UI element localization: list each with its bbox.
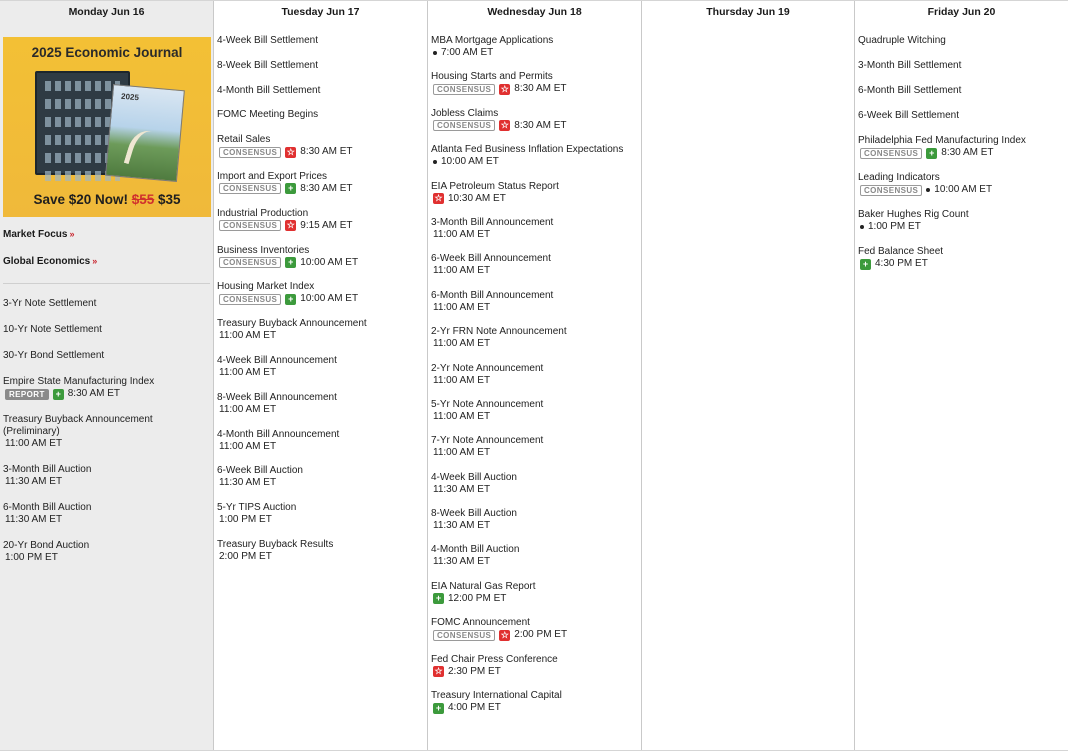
calendar-event[interactable] [858, 110, 1065, 122]
event-name[interactable]: Treasury Buyback Announcement [217, 318, 367, 330]
calendar-event[interactable] [217, 281, 424, 305]
event-meta [858, 147, 1065, 159]
plus-icon: + [926, 148, 937, 159]
calendar-event[interactable] [431, 108, 638, 132]
event-meta [3, 476, 210, 488]
calendar-event[interactable] [3, 298, 210, 310]
event-time: 8:30 AM ET [67, 388, 120, 399]
event-meta [217, 367, 424, 379]
calendar-event[interactable] [858, 246, 1065, 270]
consensus-badge[interactable]: CONSENSUS [219, 294, 281, 305]
day-header: Friday Jun 20 [927, 6, 996, 18]
calendar-event[interactable] [431, 508, 638, 532]
event-time: 8:30 AM ET [514, 119, 567, 131]
calendar-event[interactable] [217, 134, 424, 158]
calendar-event[interactable] [431, 290, 638, 314]
event-time: 10:00 AM ET [300, 293, 359, 305]
event-time: 11:30 AM ET [219, 477, 277, 489]
calendar-event[interactable] [3, 464, 210, 488]
calendar-event[interactable] [3, 540, 210, 564]
event-meta [858, 258, 1065, 270]
event-meta [217, 404, 424, 416]
event-meta [3, 514, 210, 526]
calendar-event[interactable] [217, 465, 424, 489]
plus-icon: + [285, 257, 296, 268]
event-name[interactable]: Fed Balance Sheet [858, 246, 944, 257]
event-name[interactable]: 6-Week Bill Settlement [858, 110, 959, 121]
event-name[interactable]: 10-Yr Note Settlement [3, 324, 102, 335]
event-name[interactable]: 2-Yr FRN Note Announcement [431, 326, 567, 338]
event-time: 11:30 AM ET [5, 514, 63, 525]
calendar-event[interactable] [858, 209, 1065, 233]
day-header: Thursday Jun 19 [706, 6, 790, 18]
plus-icon: + [433, 593, 444, 604]
event-name[interactable]: FOMC Meeting Begins [217, 109, 319, 121]
ad-title: 2025 Economic Journal [31, 45, 183, 60]
calendar-event[interactable] [217, 392, 424, 416]
event-time: 11:00 AM ET [433, 410, 491, 422]
event-time: 11:00 AM ET [219, 403, 277, 415]
calendar-event[interactable] [431, 181, 638, 205]
event-name[interactable]: 8-Week Bill Settlement [217, 59, 318, 71]
event-name[interactable]: Baker Hughes Rig Count [858, 209, 969, 220]
event-time: 4:00 PM ET [448, 702, 501, 714]
calendar-event[interactable] [217, 245, 424, 269]
event-name[interactable]: Treasury Buyback Announcement (Preliminary) [3, 414, 153, 437]
event-name[interactable]: Retail Sales [217, 134, 271, 146]
event-name[interactable]: Treasury International Capital [431, 690, 562, 702]
event-meta [3, 388, 210, 400]
event-time: 11:00 AM ET [219, 440, 277, 452]
event-name[interactable]: 4-Week Bill Announcement [217, 354, 337, 366]
calendar-event[interactable] [3, 376, 210, 400]
event-meta [431, 411, 638, 423]
event-meta [431, 520, 638, 532]
star-icon: ☆ [500, 629, 509, 640]
calendar-event[interactable] [3, 414, 210, 450]
calendar-event[interactable] [431, 363, 638, 387]
calendar-event[interactable] [431, 435, 638, 459]
consensus-badge[interactable]: CONSENSUS [433, 630, 495, 641]
event-name[interactable]: Import and Export Prices [217, 170, 328, 182]
event-meta [858, 184, 1065, 196]
bullet-dot-icon [433, 160, 437, 164]
day-header: Tuesday Jun 17 [281, 6, 360, 18]
event-meta [217, 257, 424, 269]
ad-offer [3, 192, 211, 207]
event-time: 2:30 PM ET [448, 665, 501, 677]
calendar-event[interactable] [431, 472, 638, 496]
event-meta [431, 47, 638, 59]
event-name[interactable]: MBA Mortgage Applications [431, 35, 554, 46]
event-meta [217, 551, 424, 563]
consensus-badge[interactable]: CONSENSUS [860, 185, 922, 196]
event-time: 12:00 PM ET [448, 592, 507, 604]
event-meta [217, 220, 424, 232]
calendar-event[interactable] [217, 60, 424, 72]
star-icon: ☆ [434, 666, 443, 677]
event-meta [3, 438, 210, 450]
event-time: 11:00 AM ET [5, 438, 63, 449]
calendar-event[interactable] [217, 429, 424, 453]
event-meta [217, 514, 424, 526]
event-meta [217, 146, 424, 158]
event-name[interactable]: 6-Month Bill Announcement [431, 289, 554, 301]
bullet-dot-icon [433, 51, 437, 55]
event-time: 11:00 AM ET [219, 366, 277, 378]
event-name[interactable]: Industrial Production [217, 207, 309, 219]
event-name[interactable]: 3-Month Bill Auction [3, 464, 92, 475]
event-list [428, 23, 641, 714]
bullet-dot-icon [926, 188, 930, 192]
event-time: 11:30 AM ET [433, 556, 491, 568]
event-name[interactable]: Housing Starts and Permits [431, 71, 553, 83]
double-chevron-right-icon: » [92, 256, 98, 266]
calendar-event[interactable] [217, 502, 424, 526]
event-time: 8:30 AM ET [300, 182, 353, 194]
event-meta [431, 702, 638, 714]
event-time: 8:30 AM ET [300, 146, 353, 158]
calendar-event[interactable] [3, 324, 210, 336]
plus-icon: + [285, 183, 296, 194]
calendar-event[interactable] [431, 399, 638, 423]
event-time: 2:00 PM ET [514, 629, 568, 641]
plus-icon: + [860, 259, 871, 270]
event-name[interactable]: Empire State Manufacturing Index [3, 376, 155, 387]
event-name[interactable]: Business Inventories [217, 244, 310, 256]
calendar-event[interactable] [431, 253, 638, 277]
event-name[interactable]: 4-Week Bill Settlement [217, 35, 318, 46]
calendar-event[interactable] [431, 35, 638, 59]
event-name[interactable]: 4-Week Bill Auction [431, 471, 517, 483]
star-icon: ☆ [286, 220, 295, 231]
star-icon: ☆ [500, 83, 509, 94]
day-header: Monday Jun 16 [68, 6, 145, 18]
event-time: 11:00 AM ET [433, 374, 491, 386]
event-meta [431, 484, 638, 496]
event-time: 1:00 PM ET [219, 514, 272, 526]
event-meta [431, 447, 638, 459]
event-meta [858, 221, 1065, 233]
event-name[interactable]: 6-Week Bill Announcement [431, 253, 551, 265]
ad-save-prefix: Save $20 Now! [33, 192, 132, 207]
event-list [214, 23, 427, 563]
event-name[interactable]: 5-Yr TIPS Auction [217, 502, 297, 514]
event-name[interactable]: EIA Petroleum Status Report [431, 180, 559, 192]
calendar-event[interactable] [431, 326, 638, 350]
event-name[interactable]: 4-Month Bill Announcement [217, 428, 340, 440]
event-name[interactable]: EIA Natural Gas Report [431, 580, 536, 592]
event-meta [431, 265, 638, 277]
event-time: 11:30 AM ET [433, 483, 491, 495]
star-icon: ☆ [434, 193, 443, 204]
event-time: 7:00 AM ET [441, 47, 494, 58]
event-list [855, 23, 1068, 270]
calendar-event[interactable] [431, 217, 638, 241]
calendar-event[interactable] [431, 617, 638, 641]
calendar-event[interactable] [217, 35, 424, 47]
ad-old-price: $55 [131, 192, 155, 207]
event-name[interactable]: Treasury Buyback Results [217, 538, 334, 550]
plus-icon: + [53, 389, 64, 400]
calendar-event[interactable] [3, 350, 210, 362]
event-time: 8:30 AM ET [514, 83, 567, 95]
star-icon: ☆ [500, 120, 509, 131]
event-time: 11:00 AM ET [433, 338, 491, 350]
calendar-event[interactable] [431, 581, 638, 605]
event-meta [217, 293, 424, 305]
side-links [0, 217, 213, 267]
economic-journal-ad[interactable] [3, 37, 211, 217]
double-chevron-right-icon: » [69, 229, 75, 239]
calendar-event[interactable] [858, 85, 1065, 97]
event-meta [217, 330, 424, 342]
event-name[interactable]: 3-Month Bill Settlement [858, 60, 962, 71]
event-meta [431, 666, 638, 678]
calendar-event[interactable] [217, 318, 424, 342]
event-meta [431, 629, 638, 641]
calendar-event[interactable] [431, 71, 638, 95]
global-economics-link[interactable] [3, 256, 210, 267]
market-focus-link[interactable] [3, 229, 210, 240]
event-time: 10:00 AM ET [300, 256, 359, 268]
event-meta [431, 193, 638, 205]
consensus-badge[interactable]: CONSENSUS [860, 148, 922, 159]
link-label: Global Economics [3, 256, 91, 267]
consensus-badge[interactable]: CONSENSUS [433, 84, 495, 95]
calendar-event[interactable] [858, 60, 1065, 72]
event-meta [431, 83, 638, 95]
event-name[interactable]: 4-Month Bill Settlement [217, 84, 321, 96]
event-name[interactable]: 6-Month Bill Settlement [858, 85, 962, 96]
calendar-event[interactable] [431, 690, 638, 714]
ad-new-price: $35 [154, 192, 181, 207]
event-time: 11:00 AM ET [433, 265, 491, 277]
event-meta [217, 477, 424, 489]
event-name[interactable]: 6-Month Bill Auction [3, 502, 92, 513]
event-time: 8:30 AM ET [941, 147, 994, 158]
event-name[interactable]: Fed Chair Press Conference [431, 653, 558, 665]
event-name[interactable]: 30-Yr Bond Settlement [3, 350, 105, 361]
event-meta [3, 552, 210, 564]
event-meta [217, 441, 424, 453]
event-time: 11:30 AM ET [433, 520, 491, 532]
event-time: 10:00 AM ET [934, 184, 993, 195]
event-name[interactable]: 2-Yr Note Announcement [431, 362, 544, 374]
day-header: Wednesday Jun 18 [487, 6, 582, 18]
event-time: 2:00 PM ET [219, 550, 272, 562]
event-meta [431, 120, 638, 132]
calendar-event[interactable] [858, 35, 1065, 47]
event-name[interactable]: Leading Indicators [858, 172, 940, 183]
event-name[interactable]: 5-Yr Note Announcement [431, 398, 544, 410]
event-time: 11:00 AM ET [219, 330, 277, 342]
calendar-event[interactable] [217, 539, 424, 563]
consensus-badge[interactable]: CONSENSUS [219, 220, 281, 231]
event-meta [431, 229, 638, 241]
event-meta [431, 338, 638, 350]
event-meta [431, 156, 638, 168]
event-name[interactable]: 6-Week Bill Auction [217, 465, 303, 477]
event-name[interactable]: 3-Month Bill Announcement [431, 216, 554, 228]
day-column-thursday [642, 1, 855, 750]
event-time: 9:15 AM ET [300, 219, 353, 231]
event-name[interactable]: Jobless Claims [431, 107, 499, 119]
event-time: 1:00 PM ET [5, 552, 58, 563]
event-list [0, 284, 213, 564]
event-time: 4:30 PM ET [875, 258, 928, 269]
event-name[interactable]: 8-Week Bill Announcement [217, 391, 337, 403]
event-time: 10:30 AM ET [448, 192, 506, 204]
event-time: 10:00 AM ET [441, 156, 499, 168]
calendar-event[interactable] [217, 85, 424, 97]
calendar-event[interactable] [858, 172, 1065, 196]
event-name[interactable]: Atlanta Fed Business Inflation Expectations [431, 144, 624, 156]
event-name[interactable]: Housing Market Index [217, 281, 315, 293]
calendar-event[interactable] [217, 109, 424, 121]
event-name[interactable]: Quadruple Witching [858, 35, 946, 46]
cover-label: 2025 [120, 91, 140, 103]
event-name[interactable]: 8-Week Bill Auction [431, 508, 517, 520]
event-time: 11:30 AM ET [5, 476, 63, 487]
event-name[interactable]: 7-Yr Note Announcement [431, 435, 544, 447]
day-column-friday [855, 1, 1068, 750]
event-meta [431, 302, 638, 314]
consensus-badge[interactable]: CONSENSUS [433, 120, 495, 131]
day-column-wednesday [428, 1, 642, 750]
calendar-event[interactable] [431, 144, 638, 168]
report-badge[interactable]: REPORT [5, 389, 49, 400]
consensus-badge[interactable]: CONSENSUS [219, 147, 281, 158]
consensus-badge[interactable]: CONSENSUS [219, 183, 281, 194]
event-meta [431, 556, 638, 568]
event-name[interactable]: Philadelphia Fed Manufacturing Index [858, 135, 1026, 146]
calendar-event[interactable] [431, 544, 638, 568]
bullet-dot-icon [860, 225, 864, 229]
event-meta [431, 593, 638, 605]
plus-icon: + [285, 294, 296, 305]
calendar-event[interactable] [217, 355, 424, 379]
calendar-event[interactable] [3, 502, 210, 526]
event-meta [431, 375, 638, 387]
event-meta [217, 183, 424, 195]
event-name[interactable]: 4-Month Bill Auction [431, 544, 520, 556]
event-time: 11:00 AM ET [433, 301, 491, 313]
calendar-event[interactable] [431, 654, 638, 678]
journal-cover-image [105, 84, 185, 182]
event-time: 11:00 AM ET [433, 228, 491, 240]
calendar-event[interactable] [858, 135, 1065, 159]
day-column-monday [0, 1, 214, 750]
star-icon: ☆ [286, 146, 295, 157]
link-label: Market Focus [3, 229, 68, 240]
event-name[interactable]: FOMC Announcement [431, 617, 530, 629]
calendar-event[interactable] [217, 171, 424, 195]
event-time: 1:00 PM ET [868, 221, 921, 232]
calendar-event[interactable] [217, 208, 424, 232]
event-name[interactable]: 20-Yr Bond Auction [3, 540, 90, 551]
plus-icon: + [433, 703, 444, 714]
event-name[interactable]: 3-Yr Note Settlement [3, 298, 97, 309]
event-time: 11:00 AM ET [433, 447, 491, 459]
consensus-badge[interactable]: CONSENSUS [219, 257, 281, 268]
day-column-tuesday [214, 1, 428, 750]
